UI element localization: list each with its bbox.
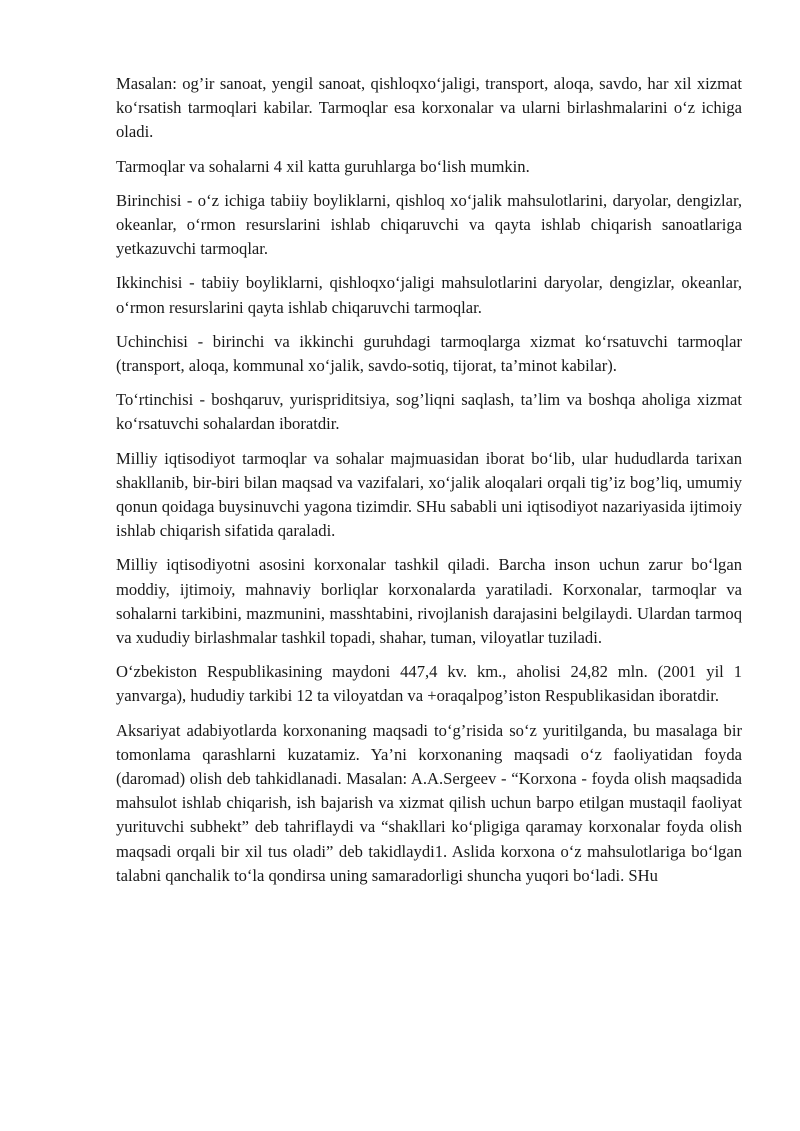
document-page: [116, 72, 742, 898]
paragraph-10: Aksariyat adabiyotlarda korxonaning maqsadi to‘g’risida so‘z yuritilganda, bu masalaga bir tomonlama qarashlarni kuzatamiz. Ya’ni korxonaning maqsadi o‘z faoliyatidan foyda (daromad) olish deb tahkidlanadi. Masalan: A.A.Sergeev - “Korxona - foyda olish maqsadida mahsulot ishlab chiqarish, ish bajarish va xizmat qilish uchun barpo etilgan mustaqil faoliyat yurituvchi subhekt” deb tahriflaydi va “shakllari ko‘pligiga qaramay korxonalar foyda olish maqsadi orqali bir xil tus oladi” deb takidlaydi1. Aslida korxona o‘z mahsulotlariga bo‘lgan talabni qanchalik to‘la qondirsa uning samaradorligi shuncha yuqori bo‘ladi. SHu: [116, 720, 742, 885]
paragraph-4: Ikkinchisi - tabiiy boyliklarni, qishloqxo‘jaligi mahsulotlarini daryolar, dengizlar, okeanlar, o‘rmon resurslarini qayta ishlab chiqaruvchi tarmoqlar.: [116, 273, 742, 317]
paragraph-6: To‘rtinchisi - boshqaruv, yurispriditsiya, sog’liqni saqlash, ta’lim va boshqa aholiga xizmat ko‘rsatuvchi sohalardan iboratdir.: [116, 390, 742, 434]
paragraph-5: Uchinchisi - birinchi va ikkinchi guruhdagi tarmoqlarga xizmat ko‘rsatuvchi tarmoqlar (transport, aloqa, kommunal xo‘jalik, savdo-sotiq, tijorat, ta’minot kabilar).: [116, 331, 742, 376]
paragraph-8: Milliy iqtisodiyotni asosini korxonalar tashkil qiladi. Barcha inson uchun zarur bo‘lgan moddiy, ijtimoiy, mahnaviy borliqlar korxonalarda yaratiladi. Korxonalar, tarmoqlar va sohalarni tarkibini, mazmunini, masshtabini, rivojlanish darajasini belgilaydi. Ulardan tarmoq va xududiy birlashmalar tashkil topadi, shahar, tuman, viloyatlar tuziladi.: [116, 555, 742, 648]
paragraph-3: Birinchisi - o‘z ichiga tabiiy boyliklarni, qishloq xo‘jalik mahsulotlarini, daryolar, dengizlar, okeanlar, o‘rmon resurslarini ishlab chiqaruvchi va qayta ishlab chiqarish sanoatlariga yetkazuvchi tarmoqlar.: [116, 190, 742, 259]
paragraph-2: Tarmoqlar va sohalarni 4 xil katta guruhlarga bo‘lish mumkin.: [116, 156, 530, 176]
paragraph-7: Milliy iqtisodiyot tarmoqlar va sohalar majmuasidan iborat bo‘lib, ular hududlarda tarixan shakllanib, bir-biri bilan maqsad va vazifalari, xo‘jalik aloqalari orqali tig’iz bog’liq, umumiy qonun qoidaga buysinuvchi yagona tizimdir. SHu sababli uni iqtisodiyot nazariyasida ijtimoiy ishlab chiqarish sifatida qaraladi.: [116, 448, 742, 541]
paragraph-1: Masalan: og’ir sanoat, yengil sanoat, qishloqxo‘jaligi, transport, aloqa, savdo, har xil xizmat ko‘rsatish tarmoqlari kabilar. Tarmoqlar esa korxonalar va ularni birlashmalarini o‘z ichiga oladi.: [116, 74, 742, 142]
paragraph-9: O‘zbekiston Respublikasining maydoni 447,4 kv. km., aholisi 24,82 mln. (2001 yil 1 yanvarga), hududiy tarkibi 12 ta viloyatdan va +oraqalpog’iston Respublikasidan iboratdir.: [116, 662, 742, 706]
